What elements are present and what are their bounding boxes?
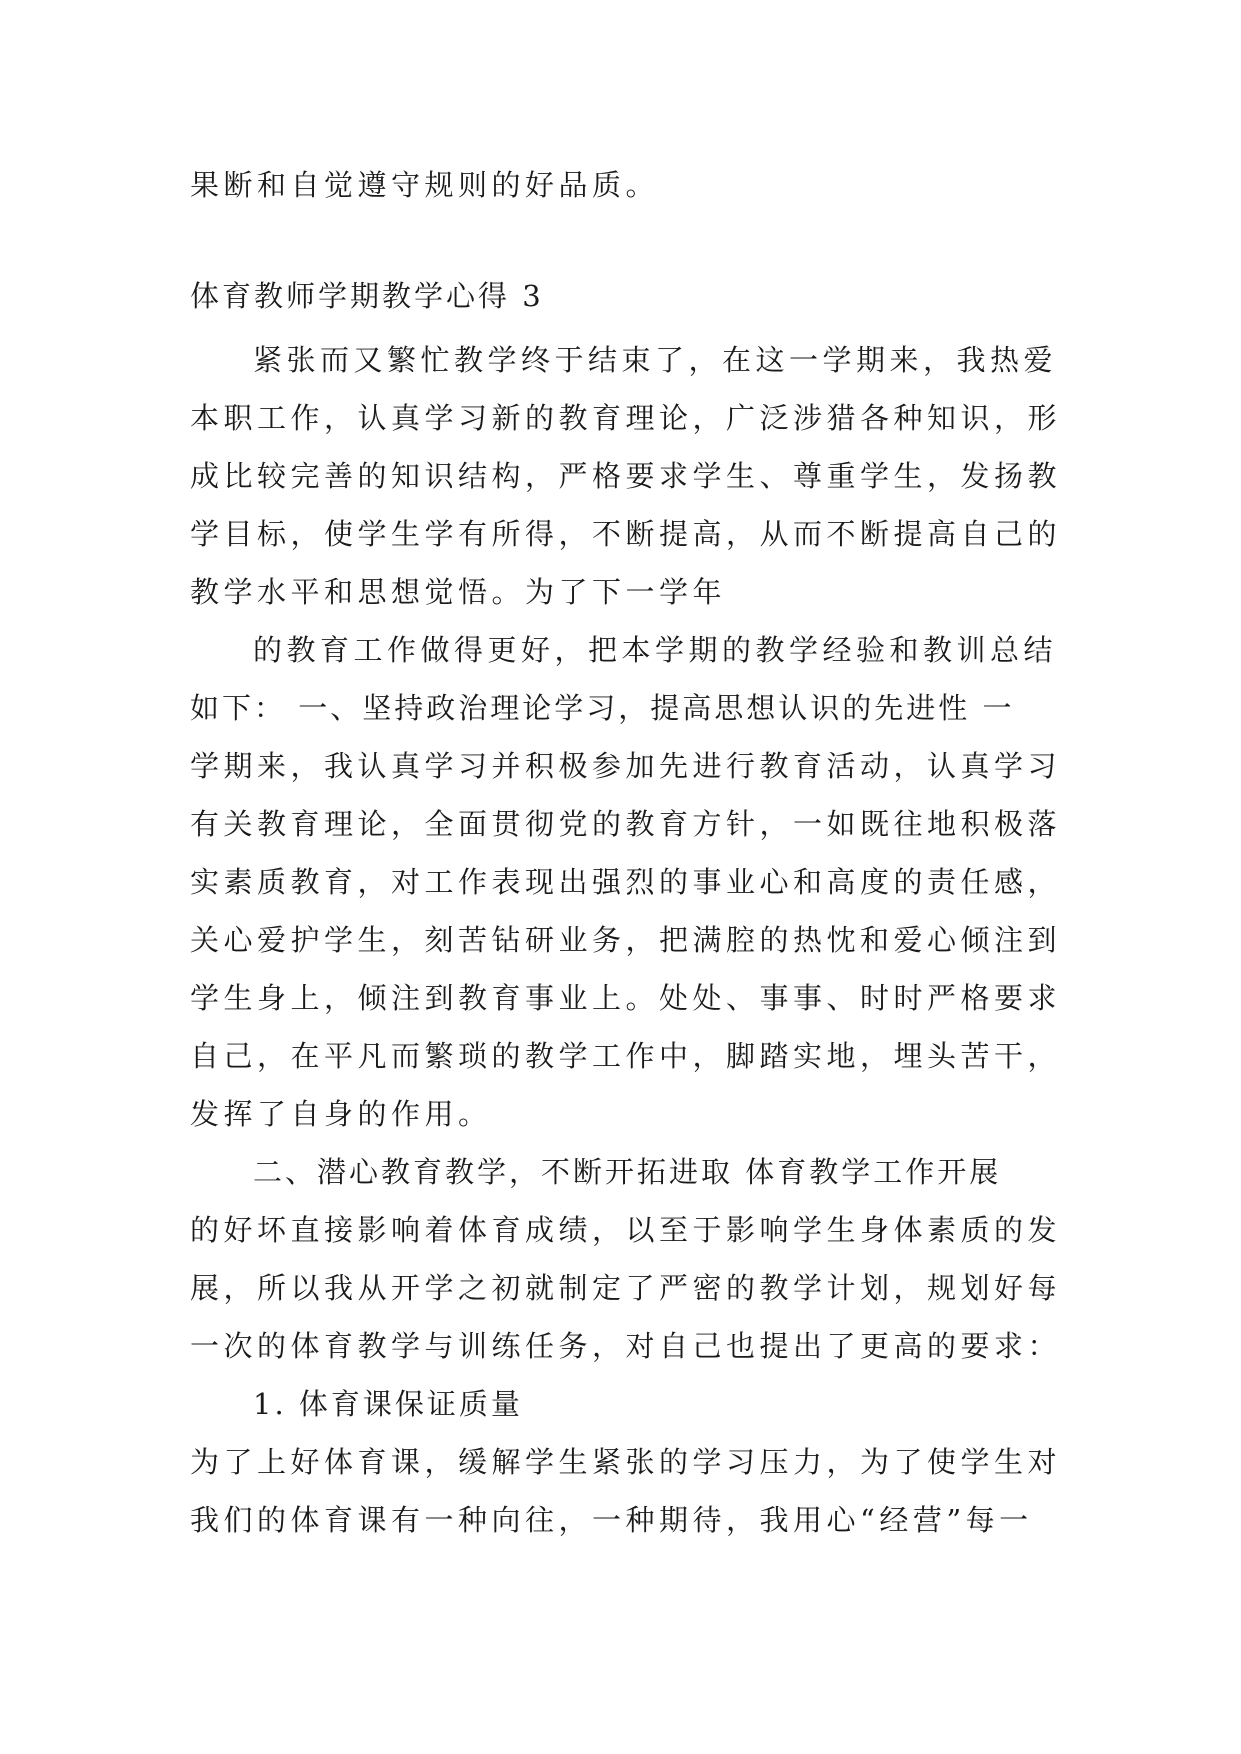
text-line: 教学水平和思想觉悟。为了下一学年 <box>190 575 727 609</box>
text-line: 成比较完善的知识结构，严格要求学生、尊重学生，发扬教 <box>190 459 1062 493</box>
text-line: 有关教育理论，全面贯彻党的教育方针，一如既往地积极落 <box>190 807 1062 841</box>
text-line: 紧张而又繁忙教学终于结束了，在这一学期来，我热爱 <box>253 343 1058 377</box>
text-line: 如下： 一、坚持政治理论学习，提高思想认识的先进性 一 <box>190 691 1015 725</box>
text-line: 学生身上，倾注到教育事业上。处处、事事、时时严格要求 <box>190 981 1062 1015</box>
text-line: 为了上好体育课，缓解学生紧张的学习压力，为了使学生对 <box>190 1445 1062 1479</box>
text-line: 的教育工作做得更好，把本学期的教学经验和教训总结 <box>253 633 1058 667</box>
text-line: 学期来，我认真学习并积极参加先进行教育活动，认真学习 <box>190 749 1062 783</box>
text-line: 我们的体育课有一种向往，一种期待，我用心“经营”每一 <box>190 1503 1033 1537</box>
text-line: 实素质教育，对工作表现出强烈的事业心和高度的责任感， <box>190 865 1062 899</box>
text-line: 本职工作，认真学习新的教育理论，广泛涉猎各种知识，形 <box>190 401 1062 435</box>
text-line: 一次的体育教学与训练任务，对自己也提出了更高的要求： <box>190 1329 1062 1363</box>
text-line: 关心爱护学生，刻苦钻研业务，把满腔的热忱和爱心倾注到 <box>190 923 1062 957</box>
text-line: 自己，在平凡而繁琐的教学工作中，脚踏实地，埋头苦干， <box>190 1039 1062 1073</box>
text-line: 学目标，使学生学有所得，不断提高，从而不断提高自己的 <box>190 517 1062 551</box>
text-line: 的好坏直接影响着体育成绩，以至于影响学生身体素质的发 <box>190 1213 1062 1247</box>
text-line: 发挥了自身的作用。 <box>190 1097 492 1131</box>
text-line: 二、潜心教育教学，不断开拓进取 体育教学工作开展 <box>253 1155 1002 1189</box>
list-item-heading: 1. 体育课保证质量 <box>253 1387 523 1421</box>
text-line: 果断和自觉遵守规则的好品质。 <box>190 168 660 202</box>
section-heading: 体育教师学期教学心得 3 <box>190 279 544 313</box>
text-line: 展，所以我从开学之初就制定了严密的教学计划，规划好每 <box>190 1271 1062 1305</box>
